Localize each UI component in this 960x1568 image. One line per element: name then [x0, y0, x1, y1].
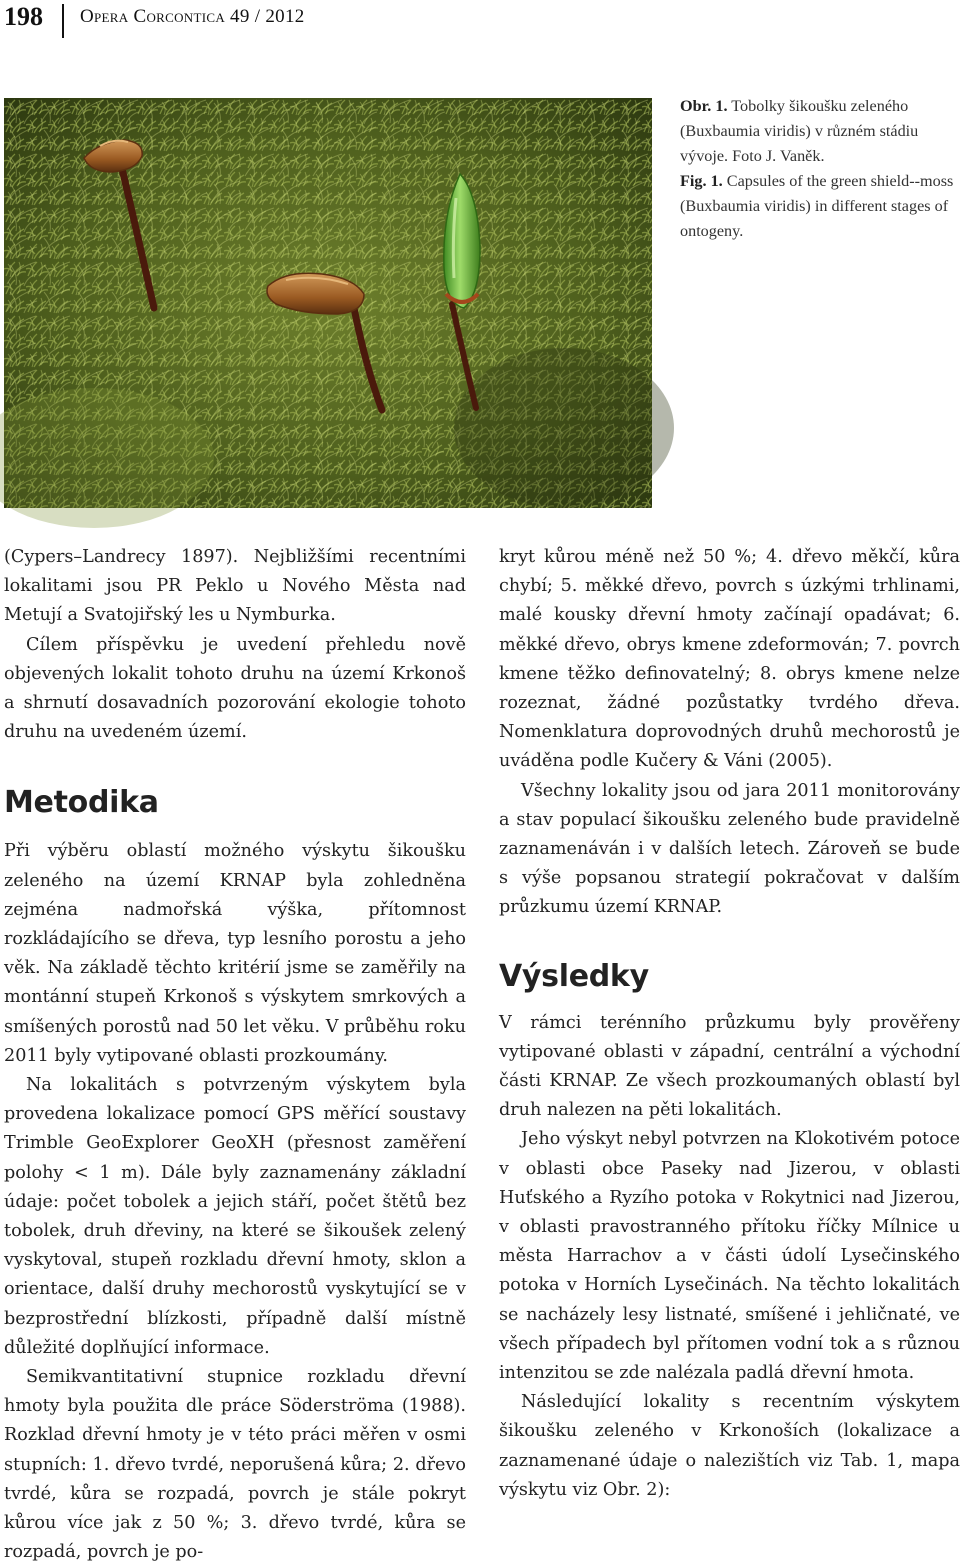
methods-paragraph-2: Na lokalitách s potvrzeným výskytem byla provedena lokalizace pomocí GPS měřící soustavy Trimble GeoExplorer GeoXH (přesnost zaměření polohy < 1 m). Dále byly zaznamenány základní údaje: počet tobolek a jejich stáří, počet štětů bez tobolek, druh dřeviny, na které se šikoušek zelený vyskytoval, stupeň rozkladu dřevní hmoty, sklon a orientace, další druhy mechorostů vyskytující se v bezprostřední blízkosti, případně další místně důležité doplňující informace.: [4, 1075, 466, 1358]
text-column-left: [4, 543, 466, 1568]
results-paragraph-3: Následující lokality s recentním výskytem šikoušku zeleného v Krkonoších (lokalizace a zaznamenané údaje o nalezištích viz Tab. 1, mapa výskytu viz Obr. 2):: [499, 1392, 960, 1500]
moss-photograph: [4, 98, 652, 508]
intro-paragraph-1: (Cypers–Landrecy 1897). Nejbližšími recentními lokalitami jsou PR Peklo u Nového Města nad Metují a Svatojiřský les u Nymburka.: [4, 547, 466, 626]
section-heading-methods: Metodika: [4, 785, 159, 821]
header-divider: [62, 4, 64, 38]
caption-english-text: Capsules of the green shield--moss (Buxbaumia viridis) in different stages of ontogeny.: [680, 172, 954, 240]
page-number: 198: [4, 2, 43, 31]
caption-czech-text: Tobolky šikoušku zeleného (Buxbaumia viridis) v různém stádiu vývoje. Foto J. Vaněk.: [680, 97, 919, 165]
caption-english: [680, 169, 958, 244]
caption-czech-label: Obr. 1.: [680, 97, 728, 115]
methods-paragraph-3: Semikvantitativní stupnice rozkladu dřevní hmoty byla použita dle práce Söderströma (1988). Rozklad dřevní hmoty je v této práci měřen v osmi stupních: 1. dřevo tvrdé, neporušená kůra; 2. dřevo tvrdé, kůra se rozpadá, povrch je stále pokryt kůrou více jak z 50 %; 3. dřevo tvrdé, kůra se rozpadá, povrch je po-: [4, 1367, 466, 1563]
results-paragraph-2: Jeho výskyt nebyl potvrzen na Klokotivém potoce v oblasti obce Paseky nad Jizerou, v oblasti Huťského a Ryzího potoka v Rokytnici nad Jizerou, v oblasti pravostranného přítoku říčky Mílnice u města Harrachov a v části údolí Lysečinského potoka v Horních Lysečinách. Na těchto lokalitách se nacházely lesy listnaté, smíšené i jehličnaté, ve všech případech byl přítomen vodní tok a s různou intenzitou se zde nalézala padlá dřevní hmota.: [499, 1129, 960, 1384]
results-paragraph-1: V rámci terénního průzkumu byly prověřeny vytipované oblasti v západní, centrální a východní části KRNAP. Ze všech prozkoumaných oblastí byl druh nalezen na pěti lokalitách.: [499, 1012, 960, 1121]
intro-paragraph-2: Cílem příspěvku je uvedení přehledu nově objevených lokalit tohoto druhu na území Krkonoš a shrnutí dosavadních pozorování ekologie tohoto druhu na uvedeném území.: [4, 634, 466, 743]
text-column-right: [499, 543, 960, 1505]
methods-paragraph-1: Při výběru oblastí možného výskytu šikoušku zeleného na území KRNAP byla zohledněna zejména nadmořská výška, přítomnost rozkládajícího se dřeva, typ lesního porostu a jeho věk. Na základě těchto kritérií jsme se zaměřily na montánní stupeň Krkonoš s výskytem smrkových a smíšených porostů nad 50 let věku. V průběhu roku 2011 byly vytipované oblasti prozkoumány.: [4, 841, 466, 1066]
continued-paragraph-2: Všechny lokality jsou od jara 2011 monitorovány a stav populací šikoušku zeleného bude pravidelně zaznamenáván i v dalších letech. Zároveň se bude s výše popsanou strategií pokračovat v dalším průzkumu území KRNAP.: [499, 780, 960, 918]
section-heading-results: Výsledky: [499, 958, 649, 994]
figure-caption: [680, 94, 958, 244]
photo-illustration: [4, 98, 652, 508]
continued-paragraph-1: kryt kůrou méně než 50 %; 4. dřevo měkčí, kůra chybí; 5. měkké dřevo, povrch s úzkými trhlinami, malé kousky dřevní hmoty začínají opadávat; 6. měkké dřevo, obrys kmene zdeformován; 7. povrch kmene těžko definovatelný; 8. obrys kmene nelze rozeznat, žádné pozůstatky tvrdého dřeva. Nomenklatura doprovodných druhů mechorostů je uváděna podle Kučery & Váni (2005).: [499, 547, 960, 772]
caption-czech: [680, 94, 958, 169]
page-header: [0, 0, 960, 44]
caption-english-label: Fig. 1.: [680, 172, 723, 190]
journal-title: Opera Corcontica 49 / 2012: [80, 6, 305, 27]
